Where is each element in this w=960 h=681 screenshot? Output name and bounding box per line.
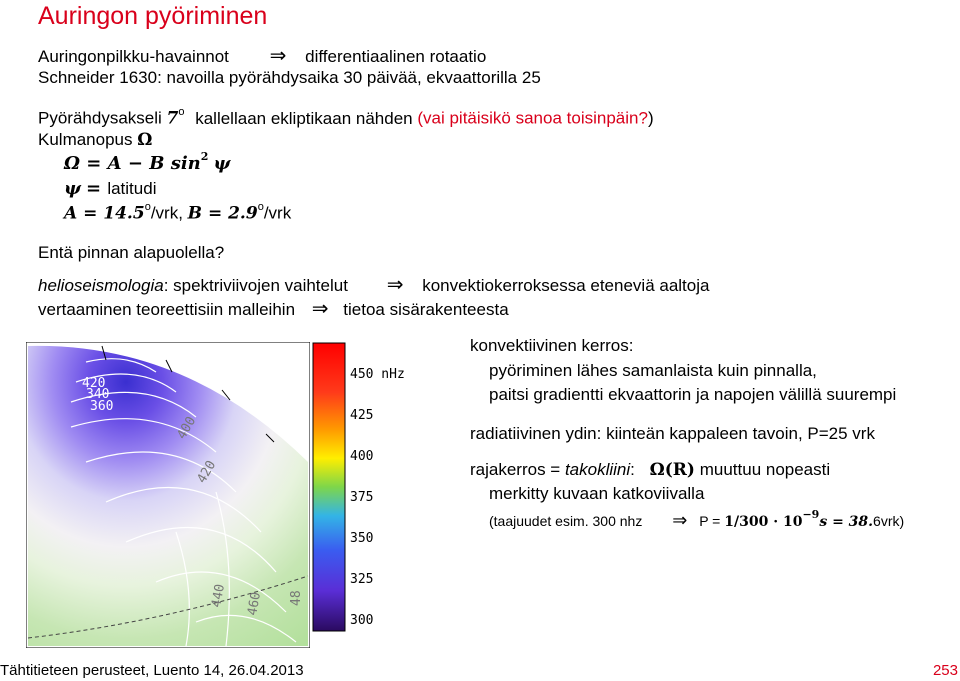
degree-a: o bbox=[144, 201, 151, 213]
tachocline-text: rajakerros = bbox=[470, 460, 565, 479]
period-formula: 1/300 · 10 bbox=[724, 514, 803, 530]
line-helioseismology bbox=[38, 274, 709, 296]
paren-close: ) bbox=[647, 108, 654, 128]
line-sunspot bbox=[38, 45, 486, 67]
tachocline-line bbox=[470, 460, 830, 480]
helioseismology-text: : spektriviivojen vaihtelut bbox=[163, 276, 348, 295]
equation-omega-lhs: Ω = A − B sin bbox=[64, 153, 201, 174]
latitude-text: latitudi bbox=[107, 179, 157, 198]
line-comparison bbox=[38, 298, 509, 320]
equation-omega bbox=[64, 152, 230, 174]
frequency-example bbox=[489, 510, 904, 531]
colorbar bbox=[312, 342, 346, 634]
line-below-surface: Entä pinnan alapuolella? bbox=[38, 243, 225, 262]
colorbar-tick: 400 bbox=[350, 449, 374, 464]
period-label: P = bbox=[699, 513, 725, 529]
colorbar-tick: 450 nHz bbox=[350, 367, 405, 382]
dashed-line-note: merkitty kuvaan katkoviivalla bbox=[489, 484, 705, 503]
axis-tilt-text-2: kallellaan ekliptikaan nähden bbox=[195, 108, 413, 128]
convective-layer-heading: konvektiivinen kerros: bbox=[470, 336, 634, 355]
line-angular-velocity bbox=[38, 130, 152, 150]
footer-course: Tähtitieteen perusteet, Luento 14, 26.04.2013 bbox=[0, 662, 304, 679]
colorbar-tick: 350 bbox=[350, 531, 374, 546]
contour-label: 420 bbox=[194, 458, 220, 486]
angular-velocity-text: Kulmanopus bbox=[38, 130, 133, 149]
colorbar-gradient bbox=[313, 343, 345, 631]
helioseismology-term: helioseismologia bbox=[38, 276, 164, 295]
equation-psi-def bbox=[64, 178, 156, 199]
tilt-question: (vai pitäisikö sanoa toisinpäin? bbox=[417, 108, 648, 128]
page-title: Auringon pyöriminen bbox=[38, 2, 268, 30]
colorbar-tick: 300 bbox=[350, 613, 374, 628]
period-result: s = 38. bbox=[819, 514, 874, 530]
colorbar-tick: 375 bbox=[350, 490, 374, 505]
contour-label: 420 bbox=[82, 376, 106, 391]
changes-rapidly-text: muuttuu nopeasti bbox=[699, 460, 831, 479]
degree-symbol: o bbox=[178, 106, 185, 118]
implies-arrow-2: ⇒ bbox=[386, 272, 404, 296]
differential-rotation-text: differentiaalinen rotaatio bbox=[305, 47, 487, 66]
page-number: 253 bbox=[932, 662, 958, 679]
convective-layer-line-1: pyöriminen lähes samanlaista kuin pinnalla, bbox=[489, 361, 817, 380]
equation-psi: ψ bbox=[213, 153, 231, 174]
colorbar-tick: 325 bbox=[350, 572, 374, 587]
colorbar-tick: 425 bbox=[350, 408, 374, 423]
period-unit: 6vrk) bbox=[873, 513, 905, 529]
radiative-core-text: radiatiivinen ydin: kiinteän kappaleen tavoin, P=25 vrk bbox=[470, 424, 875, 443]
period-exponent: −9 bbox=[802, 508, 820, 522]
implies-arrow-3: ⇒ bbox=[311, 296, 329, 320]
degree-b: o bbox=[257, 201, 264, 213]
rotation-contour-map bbox=[26, 342, 310, 648]
interior-info-text: tietoa sisärakenteesta bbox=[343, 300, 509, 319]
constant-a: A = 14.5 bbox=[64, 203, 145, 224]
psi-symbol: ψ bbox=[64, 178, 81, 199]
tachocline-term: takokliini bbox=[564, 460, 631, 479]
line-axis-tilt bbox=[38, 104, 654, 129]
contour-label: 340 bbox=[86, 387, 110, 402]
implies-arrow-4: ⇒ bbox=[672, 510, 688, 531]
convective-layer-line-2: paitsi gradientti ekvaattorin ja napojen välillä suurempi bbox=[489, 385, 897, 404]
omega-r-symbol: Ω(R) bbox=[649, 460, 695, 480]
unit-a: /vrk, bbox=[150, 203, 183, 223]
tilt-angle: 7 bbox=[166, 108, 179, 129]
contour-label: 360 bbox=[90, 399, 114, 414]
colon: : bbox=[630, 460, 635, 479]
constant-b: B = 2.9 bbox=[187, 203, 258, 224]
contour-label: 460 bbox=[245, 590, 265, 617]
comparison-text: vertaaminen teoreettisiin malleihin bbox=[38, 300, 296, 319]
unit-b: /vrk bbox=[263, 203, 292, 223]
convection-waves-text: konvektiokerroksessa eteneviä aaltoja bbox=[422, 276, 710, 295]
axis-tilt-text: Pyörähdysakseli bbox=[38, 108, 162, 128]
line-schneider: Schneider 1630: navoilla pyörähdysaika 30 päivää, ekvaattorilla 25 bbox=[38, 68, 541, 87]
equals-sign: = bbox=[85, 178, 108, 199]
contour-label: 48 bbox=[289, 590, 304, 606]
equation-constants bbox=[64, 203, 291, 224]
contour-label: 400 bbox=[174, 414, 200, 442]
omega-symbol: Ω bbox=[137, 130, 153, 150]
frequency-text: (taajuudet esim. 300 nhz bbox=[489, 513, 643, 529]
sunspot-text: Auringonpilkku-havainnot bbox=[38, 47, 229, 66]
equation-power: 2 bbox=[200, 150, 209, 163]
implies-arrow: ⇒ bbox=[269, 43, 287, 67]
contour-label: 440 bbox=[209, 582, 229, 609]
